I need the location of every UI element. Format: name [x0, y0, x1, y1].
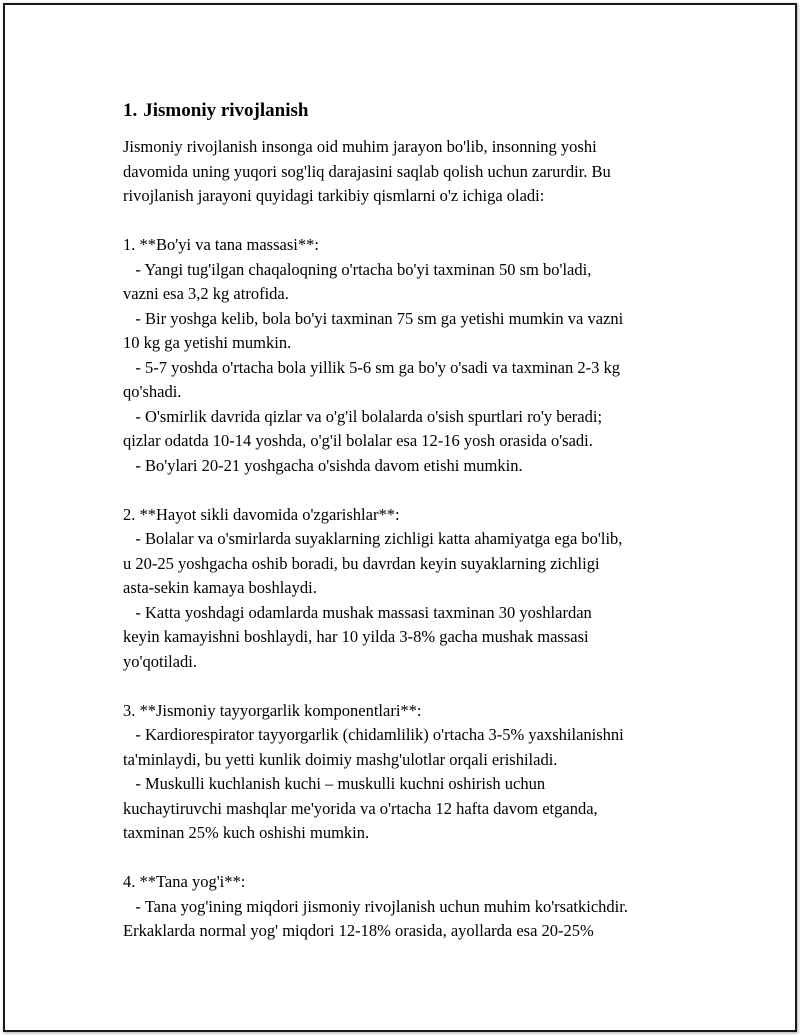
- text-line: - Bir yoshga kelib, bola bo'yi taxminan 75 sm ga yetishi mumkin va vazni: [123, 308, 624, 328]
- text-line: - Yangi tug'ilgan chaqaloqning o'rtacha bo'yi taxminan 50 sm bo'ladi,: [123, 259, 592, 279]
- text-line: - Bo'ylari 20-21 yoshgacha o'sishda davom etishi mumkin.: [123, 455, 523, 475]
- text-line: - Bolalar va o'smirlarda suyaklarning zichligi katta ahamiyatga ega bo'lib,: [123, 529, 623, 548]
- text-line: - Katta yoshdagi odamlarda mushak massasi taxminan 30 yoshlardan: [123, 602, 592, 622]
- text-line: Erkaklarda normal yog' miqdori 12-18% orasida, ayollarda esa 20-25%: [123, 921, 594, 940]
- text-line: keyin kamayishni boshlaydi, har 10 yilda 3-8% gacha mushak massasi: [123, 627, 589, 646]
- section-title: 3. **Jismoniy tayyorgarlik komponentlari**:: [123, 700, 422, 720]
- heading-title: Jismoniy rivojlanish: [143, 100, 309, 121]
- text-line: - Tana yog'ining miqdori jismoniy rivojlanish uchun muhim ko'rsatkichdir.: [123, 896, 628, 916]
- section-heading: [123, 99, 703, 123]
- page-frame: [3, 3, 797, 1032]
- intro-paragraph: [123, 135, 703, 209]
- section-title: 4. **Tana yog'i**:: [123, 872, 246, 891]
- section-title: 2. **Hayot sikli davomida o'zgarishlar**:: [123, 504, 400, 524]
- text-line: 10 kg ga yetishi mumkin.: [123, 333, 292, 352]
- text-line: u 20-25 yoshgacha oshib boradi, bu davrdan keyin suyaklarning zichligi: [123, 553, 600, 573]
- text-line: yo'qotiladi.: [123, 651, 198, 671]
- text-line: davomida uning yuqori sog'liq darajasini saqlab qolish uchun zarurdir. Bu: [123, 161, 611, 181]
- text-line: - 5-7 yoshda o'rtacha bola yillik 5-6 sm ga bo'y o'sadi va taxminan 2-3 kg: [123, 357, 620, 377]
- text-line: ta'minlaydi, bu yetti kunlik doimiy mashg'ulotlar orqali erishiladi.: [123, 749, 558, 769]
- text-line: - Muskulli kuchlanish kuchi – muskulli kuchni oshirish uchun: [123, 774, 546, 793]
- text-line: kuchaytiruvchi mashqlar me'yorida va o'rtacha 12 hafta davom etganda,: [123, 798, 598, 818]
- text-line: rivojlanish jarayoni quyidagi tarkibiy qismlarni o'z ichiga oladi:: [123, 186, 545, 205]
- text-line: - Kardiorespirator tayyorgarlik (chidamlilik) o'rtacha 3-5% yaxshilanishni: [123, 725, 624, 744]
- section-body-fat: [123, 870, 703, 944]
- text-line: Jismoniy rivojlanish insonga oid muhim jarayon bo'lib, insonning yoshi: [123, 137, 597, 156]
- text-line: taxminan 25% kuch oshishi mumkin.: [123, 823, 370, 842]
- section-body-height: [123, 233, 703, 478]
- text-line: - O'smirlik davrida qizlar va o'g'il bolalarda o'sish spurtlari ro'y beradi;: [123, 406, 603, 426]
- section-title: 1. **Bo'yi va tana massasi**:: [123, 235, 319, 254]
- heading-number: 1.: [123, 100, 138, 121]
- section-life-cycle: [123, 503, 703, 675]
- text-line: asta-sekin kamaya boshlaydi.: [123, 578, 317, 597]
- section-fitness: [123, 699, 703, 846]
- text-line: qizlar odatda 10-14 yoshda, o'g'il bolalar esa 12-16 yosh orasida o'sadi.: [123, 431, 593, 450]
- text-line: vazni esa 3,2 kg atrofida.: [123, 284, 289, 303]
- document-body: [123, 99, 703, 944]
- text-line: qo'shadi.: [123, 382, 182, 401]
